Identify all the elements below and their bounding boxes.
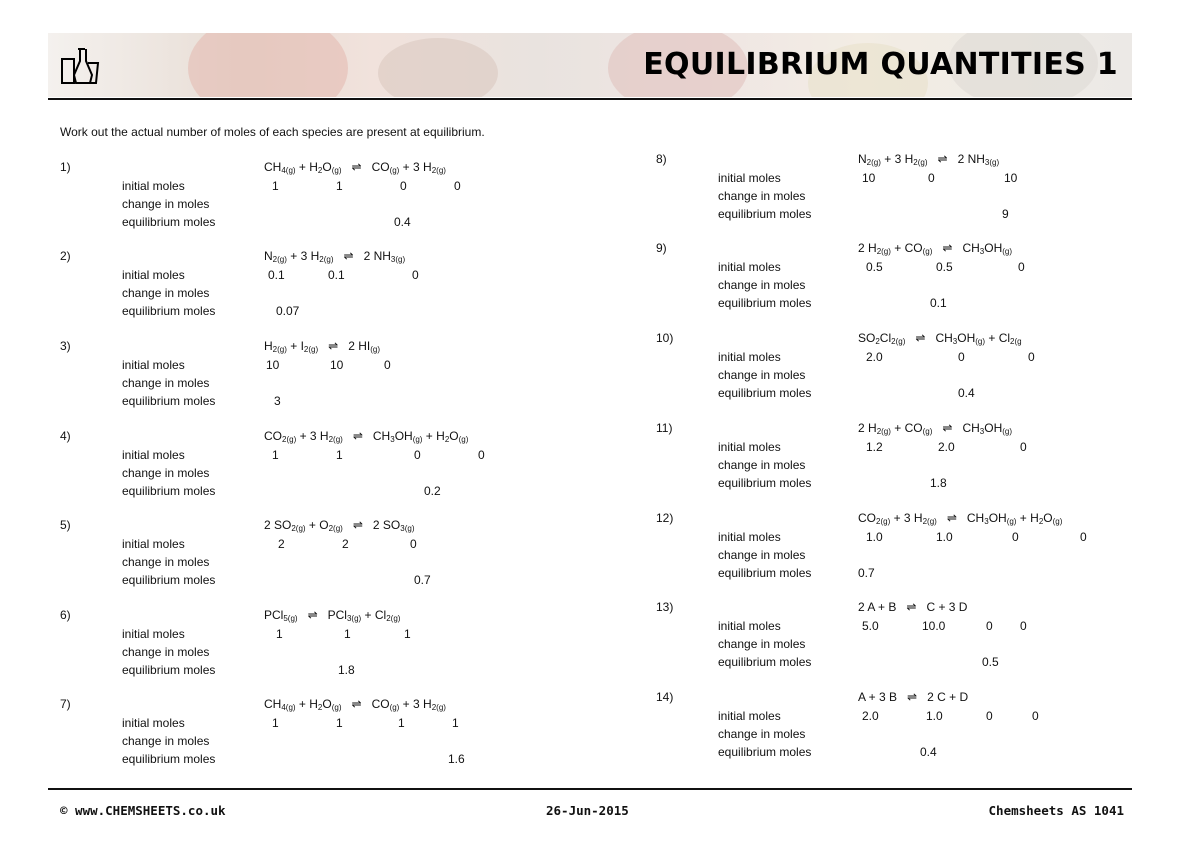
initial-moles-label: initial moles xyxy=(718,709,781,723)
reaction-equation: $H_{2(g)} + I_{2(g)}$ ⇌ 2 $HI_{(g)}$ xyxy=(264,339,381,354)
initial-moles-label: initial moles xyxy=(718,350,781,364)
change-moles-label: change in moles xyxy=(718,458,806,472)
change-moles-label: change in moles xyxy=(122,466,210,480)
initial-moles-label: initial moles xyxy=(122,179,185,193)
equilibrium-value: 1.6 xyxy=(448,752,465,766)
equilibrium-moles-label: equilibrium moles xyxy=(122,304,216,318)
reaction-equation: $CO_{2(g)} + 3$ $H_{2(g)}$ ⇌ $CH_3OH_{(g)} + H_2O_{(g)}$ xyxy=(264,429,469,444)
initial-value: 10 xyxy=(1004,171,1018,185)
initial-value: 0 xyxy=(1018,260,1025,274)
equilibrium-moles-label: equilibrium moles xyxy=(718,476,812,490)
initial-moles-label: initial moles xyxy=(718,530,781,544)
initial-value: 0.5 xyxy=(936,260,953,274)
change-moles-label: change in moles xyxy=(718,548,806,562)
footer-copyright: © www.CHEMSHEETS.co.uk xyxy=(60,803,226,818)
question-2 xyxy=(60,249,580,329)
question-number: 2) xyxy=(60,249,71,263)
change-moles-label: change in moles xyxy=(122,197,210,211)
reaction-equation: $CH_{4(g)} + H_2O_{(g)}$ ⇌ $CO_{(g)} + 3$ $H_{2(g)}$ xyxy=(264,160,446,175)
initial-value: 10 xyxy=(862,171,876,185)
change-moles-label: change in moles xyxy=(122,286,210,300)
initial-value: 1 xyxy=(336,716,343,730)
footer-rule xyxy=(48,788,1132,790)
initial-value: 1 xyxy=(398,716,405,730)
question-7 xyxy=(60,697,580,777)
initial-moles-label: initial moles xyxy=(122,448,185,462)
equilibrium-value: 0.2 xyxy=(424,484,441,498)
initial-value: 1 xyxy=(344,627,351,641)
initial-moles-label: initial moles xyxy=(122,537,185,551)
initial-value: 0 xyxy=(410,537,417,551)
reaction-equation: $CO_{2(g)} + 3$ $H_{2(g)}$ ⇌ $CH_3OH_{(g)} + H_2O_{(g)}$ xyxy=(858,511,1063,526)
question-11 xyxy=(656,421,1176,501)
initial-value: 0 xyxy=(1012,530,1019,544)
initial-value: 0.1 xyxy=(268,268,285,282)
reaction-equation: 2 $H_{2(g)} + CO_{(g)}$ ⇌ $CH_3OH_{(g)}$ xyxy=(858,241,1013,256)
initial-value: 0 xyxy=(1032,709,1039,723)
question-13 xyxy=(656,600,1176,680)
equilibrium-value: 0.4 xyxy=(920,745,937,759)
initial-value: 1 xyxy=(276,627,283,641)
initial-value: 10.0 xyxy=(922,619,946,633)
equilibrium-value: 0.5 xyxy=(982,655,999,669)
equilibrium-moles-label: equilibrium moles xyxy=(718,386,812,400)
change-moles-label: change in moles xyxy=(122,734,210,748)
question-9 xyxy=(656,241,1176,321)
page-title: EQUILIBRIUM QUANTITIES 1 xyxy=(643,47,1118,82)
initial-moles-label: initial moles xyxy=(122,358,185,372)
question-number: 4) xyxy=(60,429,71,443)
reaction-equation: A + 3 B ⇌ 2 C + D xyxy=(858,690,969,704)
question-number: 5) xyxy=(60,518,71,532)
equilibrium-moles-label: equilibrium moles xyxy=(122,752,216,766)
equilibrium-moles-label: equilibrium moles xyxy=(122,573,216,587)
initial-value: 1 xyxy=(272,179,279,193)
initial-value: 10 xyxy=(266,358,280,372)
initial-value: 10 xyxy=(330,358,344,372)
equilibrium-value: 0.1 xyxy=(930,296,947,310)
initial-value: 0 xyxy=(1020,619,1027,633)
initial-moles-label: initial moles xyxy=(122,627,185,641)
header-banner xyxy=(48,33,1132,97)
initial-value: 1 xyxy=(272,716,279,730)
equilibrium-moles-label: equilibrium moles xyxy=(718,207,812,221)
initial-value: 0 xyxy=(454,179,461,193)
change-moles-label: change in moles xyxy=(718,189,806,203)
equilibrium-value: 3 xyxy=(274,394,281,408)
initial-value: 1 xyxy=(404,627,411,641)
equilibrium-moles-label: equilibrium moles xyxy=(122,215,216,229)
question-number: 3) xyxy=(60,339,71,353)
initial-value: 1 xyxy=(272,448,279,462)
initial-moles-label: initial moles xyxy=(718,260,781,274)
initial-value: 0 xyxy=(1028,350,1035,364)
question-number: 11) xyxy=(656,421,673,435)
reaction-equation: $CH_{4(g)} + H_2O_{(g)}$ ⇌ $CO_{(g)} + 3$ $H_{2(g)}$ xyxy=(264,697,446,712)
question-5 xyxy=(60,518,580,598)
question-14 xyxy=(656,690,1176,770)
initial-value: 5.0 xyxy=(862,619,879,633)
equilibrium-moles-label: equilibrium moles xyxy=(122,484,216,498)
change-moles-label: change in moles xyxy=(122,376,210,390)
initial-moles-label: initial moles xyxy=(122,716,185,730)
question-number: 9) xyxy=(656,241,667,255)
initial-value: 0 xyxy=(384,358,391,372)
question-3 xyxy=(60,339,580,419)
initial-value: 2.0 xyxy=(938,440,955,454)
question-12 xyxy=(656,511,1176,591)
equilibrium-value: 0.4 xyxy=(394,215,411,229)
initial-moles-label: initial moles xyxy=(718,171,781,185)
equilibrium-value: 1.8 xyxy=(338,663,355,677)
instructions: Work out the actual number of moles of each species are present at equilibrium. xyxy=(60,125,485,139)
question-4 xyxy=(60,429,580,509)
initial-value: 1 xyxy=(336,448,343,462)
initial-value: 1 xyxy=(452,716,459,730)
reaction-equation: 2 $SO_{2(g)} + O_{2(g)}$ ⇌ 2 $SO_{3(g)}$ xyxy=(264,518,415,533)
initial-value: 0 xyxy=(400,179,407,193)
flask-logo-icon xyxy=(58,43,102,92)
equilibrium-value: 0.7 xyxy=(858,566,875,580)
change-moles-label: change in moles xyxy=(718,278,806,292)
reaction-equation: $N_{2(g)} + 3$ $H_{2(g)}$ ⇌ 2 $NH_{3(g)}$ xyxy=(858,152,1000,167)
initial-value: 1 xyxy=(336,179,343,193)
question-number: 1) xyxy=(60,160,71,174)
initial-moles-label: initial moles xyxy=(122,268,185,282)
question-6 xyxy=(60,608,580,688)
question-number: 6) xyxy=(60,608,71,622)
reaction-equation: PCl$_{5(g)}$ ⇌ $PCl_{3(g)} + Cl_{2(g)}$ xyxy=(264,608,401,623)
initial-moles-label: initial moles xyxy=(718,440,781,454)
footer-date: 26-Jun-2015 xyxy=(546,803,629,818)
initial-value: 1.0 xyxy=(866,530,883,544)
reaction-equation: $SO_2Cl_{2(g)}$ ⇌ $CH_3OH_{(g)} + Cl_{2(g}$ xyxy=(858,331,1022,346)
equilibrium-moles-label: equilibrium moles xyxy=(718,566,812,580)
question-number: 10) xyxy=(656,331,674,345)
initial-value: 2.0 xyxy=(862,709,879,723)
question-number: 8) xyxy=(656,152,667,166)
change-moles-label: change in moles xyxy=(718,637,806,651)
equilibrium-moles-label: equilibrium moles xyxy=(718,655,812,669)
initial-value: 0 xyxy=(986,619,993,633)
initial-value: 0 xyxy=(986,709,993,723)
reaction-equation: $N_{2(g)} + 3$ $H_{2(g)}$ ⇌ 2 $NH_{3(g)}$ xyxy=(264,249,406,264)
question-10 xyxy=(656,331,1176,411)
header-rule xyxy=(48,98,1132,100)
reaction-equation: 2 $H_{2(g)} + CO_{(g)}$ ⇌ $CH_3OH_{(g)}$ xyxy=(858,421,1013,436)
question-number: 14) xyxy=(656,690,674,704)
initial-value: 0 xyxy=(412,268,419,282)
equilibrium-value: 0.7 xyxy=(414,573,431,587)
equilibrium-value: 1.8 xyxy=(930,476,947,490)
initial-value: 0 xyxy=(928,171,935,185)
initial-moles-label: initial moles xyxy=(718,619,781,633)
initial-value: 1.0 xyxy=(926,709,943,723)
initial-value: 0 xyxy=(478,448,485,462)
initial-value: 0 xyxy=(1020,440,1027,454)
question-number: 13) xyxy=(656,600,674,614)
initial-value: 2 xyxy=(278,537,285,551)
question-8 xyxy=(656,152,1176,232)
question-number: 7) xyxy=(60,697,71,711)
equilibrium-moles-label: equilibrium moles xyxy=(718,296,812,310)
initial-value: 2.0 xyxy=(866,350,883,364)
initial-value: 1.2 xyxy=(866,440,883,454)
footer-reference: Chemsheets AS 1041 xyxy=(988,803,1124,818)
initial-value: 0 xyxy=(1080,530,1087,544)
equilibrium-moles-label: equilibrium moles xyxy=(122,663,216,677)
equilibrium-value: 0.07 xyxy=(276,304,300,318)
equilibrium-moles-label: equilibrium moles xyxy=(718,745,812,759)
initial-value: 0 xyxy=(958,350,965,364)
initial-value: 0.1 xyxy=(328,268,345,282)
question-1 xyxy=(60,160,580,240)
question-number: 12) xyxy=(656,511,674,525)
reaction-equation: 2 A + B ⇌ C + 3 D xyxy=(858,600,968,614)
initial-value: 0.5 xyxy=(866,260,883,274)
change-moles-label: change in moles xyxy=(718,727,806,741)
equilibrium-value: 9 xyxy=(1002,207,1009,221)
change-moles-label: change in moles xyxy=(122,555,210,569)
equilibrium-value: 0.4 xyxy=(958,386,975,400)
initial-value: 1.0 xyxy=(936,530,953,544)
change-moles-label: change in moles xyxy=(718,368,806,382)
initial-value: 0 xyxy=(414,448,421,462)
initial-value: 2 xyxy=(342,537,349,551)
equilibrium-moles-label: equilibrium moles xyxy=(122,394,216,408)
change-moles-label: change in moles xyxy=(122,645,210,659)
